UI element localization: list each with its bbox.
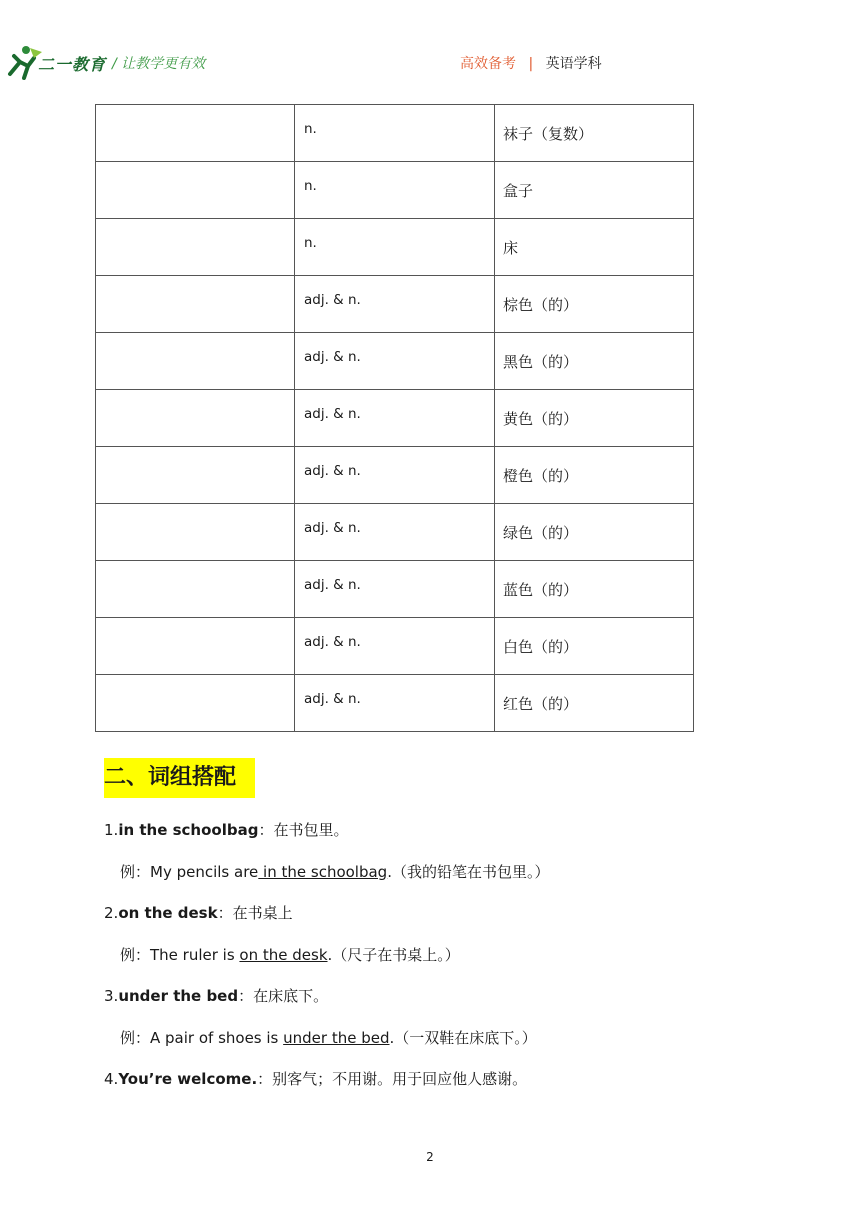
vocab-meaning-cell-text: 红色（的）	[503, 695, 579, 713]
vocabulary-table	[95, 104, 694, 732]
vocab-word-cell	[96, 162, 295, 219]
vocab-row	[96, 504, 694, 561]
vocab-row	[96, 390, 694, 447]
vocab-row	[96, 561, 694, 618]
vocab-word-cell	[96, 447, 295, 504]
vocab-pos-cell-text: adj. & n.	[304, 577, 361, 593]
vocab-meaning-cell	[495, 276, 694, 333]
vocab-pos-cell	[295, 333, 495, 390]
vocab-row	[96, 105, 694, 162]
vocab-meaning-cell	[495, 333, 694, 390]
vocab-pos-cell	[295, 504, 495, 561]
vocab-word-cell	[96, 105, 295, 162]
phrase-example: 例：The ruler is on the desk.（尺子在书桌上。）	[120, 946, 460, 964]
vocab-pos-cell	[295, 219, 495, 276]
phrase-item: 3.under the bed：在床底下。	[104, 987, 329, 1005]
vocab-pos-cell	[295, 618, 495, 675]
vocab-meaning-cell	[495, 219, 694, 276]
vocab-meaning-cell-text: 袜子（复数）	[503, 125, 594, 143]
header-subject	[460, 53, 602, 73]
vocab-word-cell	[96, 675, 295, 732]
vocab-word-cell	[96, 219, 295, 276]
vocab-pos-cell	[295, 675, 495, 732]
page-header	[0, 0, 860, 90]
vocab-pos-cell	[295, 561, 495, 618]
brand-slogan: / 让教学更有效	[112, 56, 206, 72]
vocab-meaning-cell-text: 黑色（的）	[503, 353, 579, 371]
vocab-word-cell	[96, 618, 295, 675]
phrase-example: 例：A pair of shoes is under the bed.（一双鞋在床底下。）	[120, 1029, 537, 1047]
vocab-meaning-cell	[495, 561, 694, 618]
subject-label: 英语学科	[545, 56, 602, 72]
vocab-pos-cell-text: adj. & n.	[304, 349, 361, 365]
vocab-row	[96, 618, 694, 675]
phrase-item: 2.on the desk：在书桌上	[104, 904, 293, 922]
vocab-pos-cell	[295, 390, 495, 447]
vocab-pos-cell-text: adj. & n.	[304, 463, 361, 479]
vocab-word-cell	[96, 276, 295, 333]
vocab-meaning-cell-text: 绿色（的）	[503, 524, 579, 542]
brand-name: 二一教育	[38, 55, 107, 74]
vocab-pos-cell-text: n.	[304, 178, 317, 194]
vocab-meaning-cell	[495, 675, 694, 732]
section-title: 二、词组搭配	[104, 758, 255, 798]
phrase-item: 4.You’re welcome.：别客气；不用谢。用于回应他人感谢。	[104, 1070, 528, 1088]
vocab-pos-cell-text: adj. & n.	[304, 520, 361, 536]
vocab-row	[96, 333, 694, 390]
vocab-meaning-cell-text: 蓝色（的）	[503, 581, 579, 599]
vocab-meaning-cell-text: 黄色（的）	[503, 410, 579, 428]
vocab-meaning-cell-text: 棕色（的）	[503, 296, 579, 314]
vocab-pos-cell	[295, 162, 495, 219]
header-separator: |	[528, 56, 534, 72]
page-number: 2	[426, 1150, 434, 1164]
vocab-row	[96, 675, 694, 732]
vocab-row	[96, 276, 694, 333]
vocab-meaning-cell-text: 床	[503, 239, 519, 257]
vocab-meaning-cell	[495, 447, 694, 504]
vocab-meaning-cell	[495, 390, 694, 447]
vocab-meaning-cell-text: 橙色（的）	[503, 467, 579, 485]
vocab-row	[96, 219, 694, 276]
vocab-meaning-cell	[495, 162, 694, 219]
vocab-pos-cell	[295, 105, 495, 162]
vocab-row	[96, 447, 694, 504]
vocab-pos-cell	[295, 447, 495, 504]
vocab-meaning-cell	[495, 105, 694, 162]
vocab-pos-cell	[295, 276, 495, 333]
vocab-meaning-cell	[495, 618, 694, 675]
vocab-pos-cell-text: adj. & n.	[304, 292, 361, 308]
vocab-word-cell	[96, 504, 295, 561]
vocab-pos-cell-text: adj. & n.	[304, 691, 361, 707]
vocab-meaning-cell-text: 盒子	[503, 182, 534, 200]
vocab-meaning-cell	[495, 504, 694, 561]
vocab-word-cell	[96, 390, 295, 447]
vocab-pos-cell-text: adj. & n.	[304, 406, 361, 422]
phrase-example: 例：My pencils are in the schoolbag.（我的铅笔在书包里。）	[120, 863, 550, 881]
vocab-pos-cell-text: n.	[304, 235, 317, 251]
vocab-meaning-cell-text: 白色（的）	[503, 638, 579, 656]
vocab-word-cell	[96, 333, 295, 390]
vocab-pos-cell-text: n.	[304, 121, 317, 137]
phrase-item: 1.in the schoolbag：在书包里。	[104, 821, 349, 839]
vocab-pos-cell-text: adj. & n.	[304, 634, 361, 650]
exam-label: 高效备考	[460, 56, 516, 72]
vocab-word-cell	[96, 561, 295, 618]
vocab-row	[96, 162, 694, 219]
